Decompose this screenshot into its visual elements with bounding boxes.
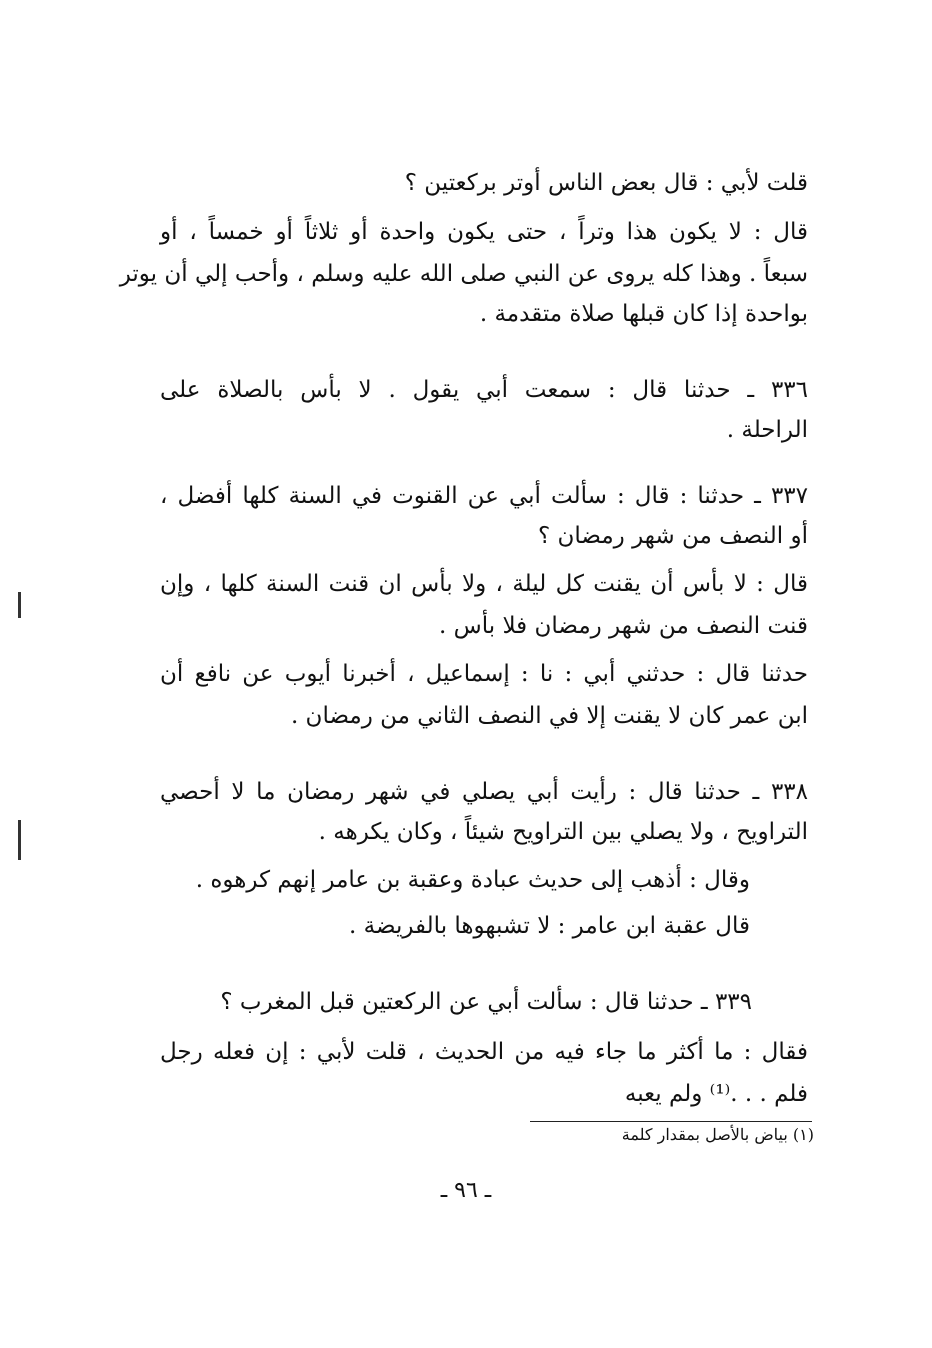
text-line: سبعاً . وهذا كله يروى عن النبي صلى الله عليه وسلم ، وأحب إلي أن يوتر — [119, 261, 808, 287]
hadith-336-line: ٣٣٦ ـ حدثنا قال : سمعت أبي يقول . لا بأس بالصلاة على — [160, 377, 808, 403]
text-line: قال : لا بأس أن يقنت كل ليلة ، ولا بأس ان قنت السنة كلها ، وإن — [160, 571, 808, 597]
scan-artifact — [18, 592, 21, 618]
text-line: قنت النصف من شهر رمضان فلا بأس . — [439, 613, 808, 639]
text-line: وقال : أذهب إلى حديث عبادة وعقبة بن عامر إنهم كرهوه . — [195, 867, 750, 893]
text-line: قال عقبة ابن عامر : لا تشبهوها بالفريضة . — [349, 913, 750, 939]
text-line: التراويح ، ولا يصلي بين التراويح شيئاً ، وكان يكرهه . — [318, 819, 808, 845]
hadith-337-line: ٣٣٧ ـ حدثنا : قال : سألت أبي عن القنوت في السنة كلها أفضل ، — [160, 483, 808, 509]
text-line: بواحدة إذا كان قبلها صلاة متقدمة . — [479, 301, 808, 327]
footnote: (١) بياض بالأصل بمقدار كلمة — [621, 1125, 814, 1144]
text-line: فقال : ما أكثر ما جاء فيه من الحديث ، قلت لأبي : إن فعله رجل — [160, 1039, 808, 1065]
text-line: فلم . . .⁽¹⁾ ولم يعبه — [624, 1081, 808, 1107]
page-number: ـ ٩٦ ـ — [440, 1178, 492, 1203]
text-line: الراحلة . — [726, 417, 808, 443]
scan-artifact — [18, 820, 21, 860]
hadith-339-line: ٣٣٩ ـ حدثنا قال : سألت أبي عن الركعتين قبل المغرب ؟ — [220, 989, 752, 1015]
text-line: أو النصف من شهر رمضان ؟ — [537, 523, 808, 549]
text-line: قلت لأبي : قال بعض الناس أوتر بركعتين ؟ — [404, 170, 808, 196]
footnote-divider — [530, 1121, 812, 1122]
hadith-338-line: ٣٣٨ ـ حدثنا قال : رأيت أبي يصلي في شهر رمضان ما لا أحصي — [160, 779, 808, 805]
text-line: قال : لا يكون هذا وتراً ، حتى يكون واحدة أو ثلاثاً أو خمساً ، أو — [160, 219, 808, 245]
text-line: حدثنا قال : حدثني أبي : نا : إسماعيل ، أخبرنا أيوب عن نافع أن — [160, 661, 808, 687]
text-line: ابن عمر كان لا يقنت إلا في النصف الثاني من رمضان . — [290, 703, 808, 729]
